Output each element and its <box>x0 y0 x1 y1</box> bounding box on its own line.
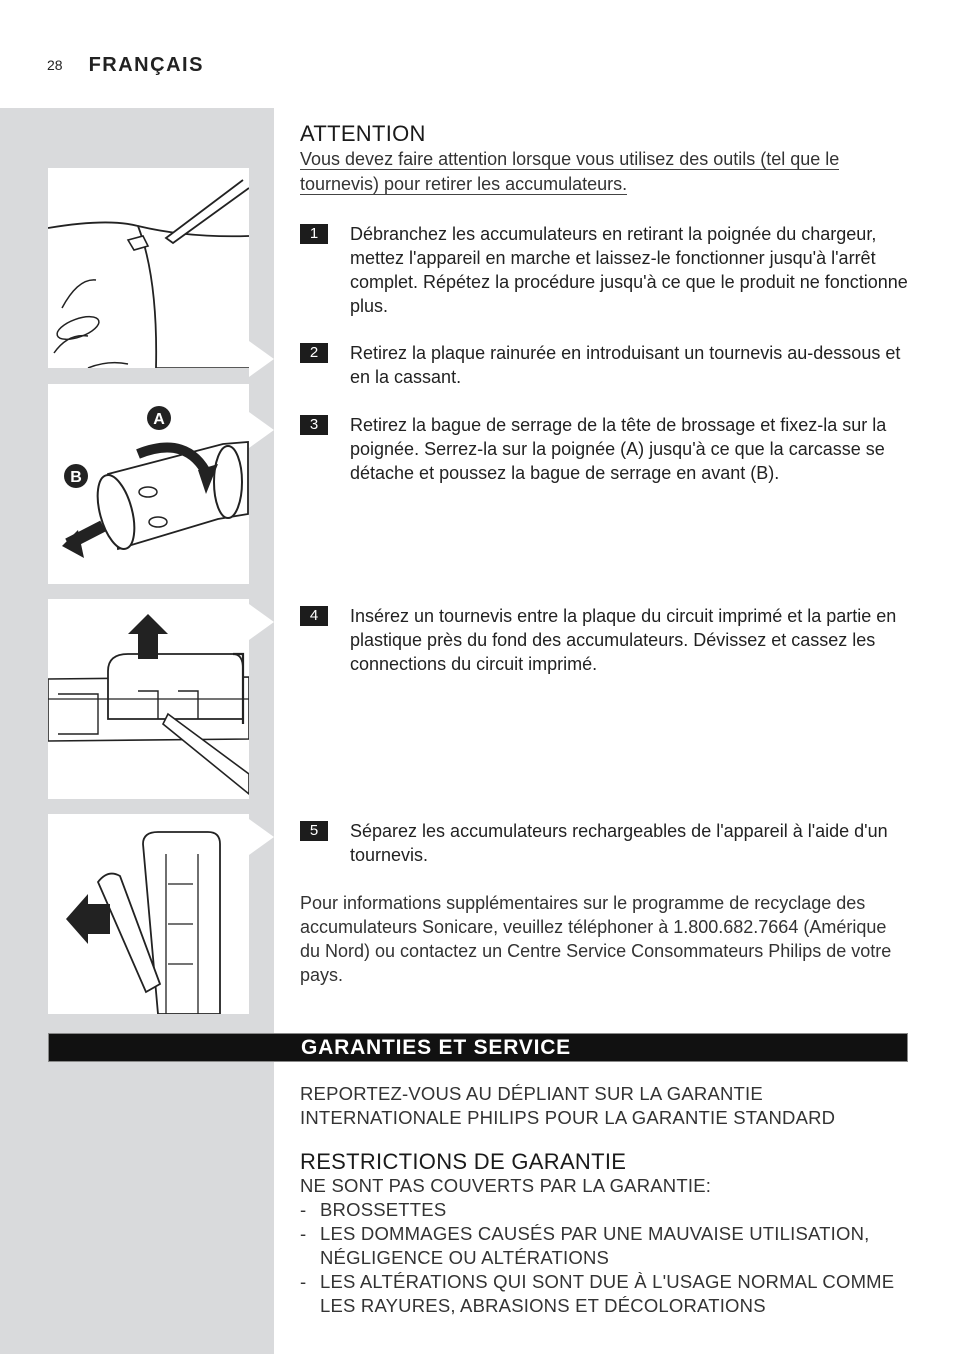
step-number: 2 <box>300 343 328 363</box>
pointer-step-3 <box>249 412 274 448</box>
step-number: 5 <box>300 821 328 841</box>
circuit-board-drawing <box>48 599 249 799</box>
handle-screwdriver-drawing <box>48 168 249 368</box>
list-item-text: LES ALTÉRATIONS QUI SONT DUE À L'USAGE NORMAL COMME LES RAYURES, ABRASIONS ET DÉCOLORATIONS <box>320 1271 895 1316</box>
page-number: 28 <box>47 57 63 73</box>
label-a: A <box>153 411 165 428</box>
step-number: 1 <box>300 224 328 244</box>
pointer-step-5 <box>249 819 274 855</box>
list-item <box>300 1222 910 1270</box>
label-b: B <box>70 469 82 486</box>
step-1 <box>300 222 910 318</box>
step-3 <box>300 413 910 485</box>
warranty-intro: REPORTEZ-VOUS AU DÉPLIANT SUR LA GARANTIE INTERNATIONALE PHILIPS POUR LA GARANTIE STANDARD <box>300 1083 836 1128</box>
pointer-step-4 <box>249 604 274 640</box>
step-number: 3 <box>300 415 328 435</box>
list-dash: - <box>300 1199 307 1220</box>
step-text: Séparez les accumulateurs rechargeables de l'appareil à l'aide d'un tournevis. <box>350 821 888 865</box>
illustration-step-1 <box>48 168 249 368</box>
restrictions-title: RESTRICTIONS DE GARANTIE <box>300 1149 627 1174</box>
list-dash: - <box>300 1271 307 1292</box>
step-text: Débranchez les accumulateurs en retirant la poignée du chargeur, mettez l'appareil en marche et laissez-le fonctionner jusqu'à l'arrêt complet. Répétez la procédure jusqu'à ce que le produit ne fonctionne plus. <box>350 224 908 316</box>
not-covered-label: NE SONT PAS COUVERTS PAR LA GARANTIE: <box>300 1175 712 1196</box>
step-number: 4 <box>300 606 328 626</box>
attention-text <box>300 147 910 196</box>
step-text: Insérez un tournevis entre la plaque du circuit imprimé et la partie en plastique près du fond des accumulateurs. Dévissez et cassez les connections du circuit imprimé. <box>350 606 897 674</box>
illustration-step-5 <box>48 814 249 1014</box>
ring-rotate-drawing <box>48 384 249 584</box>
language-title: FRANÇAIS <box>88 53 204 76</box>
attention-title: ATTENTION <box>300 121 426 146</box>
recycling-info: Pour informations supplémentaires sur le programme de recyclage des accumulateurs Sonicare, veuillez téléphoner à 1.800.682.7664 (Amérique du Nord) ou contactez un Centre Service Consommateurs Philips de votre pays. <box>300 893 892 985</box>
step-text: Retirez la plaque rainurée en introduisant un tournevis au-dessous et en la cassant. <box>350 343 901 387</box>
step-4 <box>300 604 910 676</box>
attention-text-content: Vous devez faire attention lorsque vous utilisez des outils (tel que le tournevis) pour retirer les accumulateurs. <box>300 149 840 194</box>
list-item <box>300 1198 910 1222</box>
illustration-step-3 <box>48 384 249 584</box>
attention-block <box>300 122 910 196</box>
section-title: GARANTIES ET SERVICE <box>301 1036 571 1059</box>
pointer-step-2 <box>249 341 274 377</box>
step-2 <box>300 341 910 389</box>
list-item <box>300 1270 910 1318</box>
step-5 <box>300 819 910 867</box>
warranty-restrictions <box>300 1150 910 1318</box>
list-item-text: LES DOMMAGES CAUSÉS PAR UNE MAUVAISE UTILISATION, NÉGLIGENCE OU ALTÉRATIONS <box>320 1223 870 1268</box>
page-header <box>47 50 204 80</box>
illustration-step-4 <box>48 599 249 799</box>
battery-separate-drawing <box>48 814 249 1014</box>
list-dash: - <box>300 1223 307 1244</box>
section-bar <box>48 1033 908 1062</box>
list-item-text: BROSSETTES <box>320 1199 447 1220</box>
step-text: Retirez la bague de serrage de la tête de brossage et fixez-la sur la poignée. Serrez-la sur la poignée (A) jusqu'à ce que la carcasse se détache et poussez la bague de serrage en avant (B). <box>350 415 887 483</box>
